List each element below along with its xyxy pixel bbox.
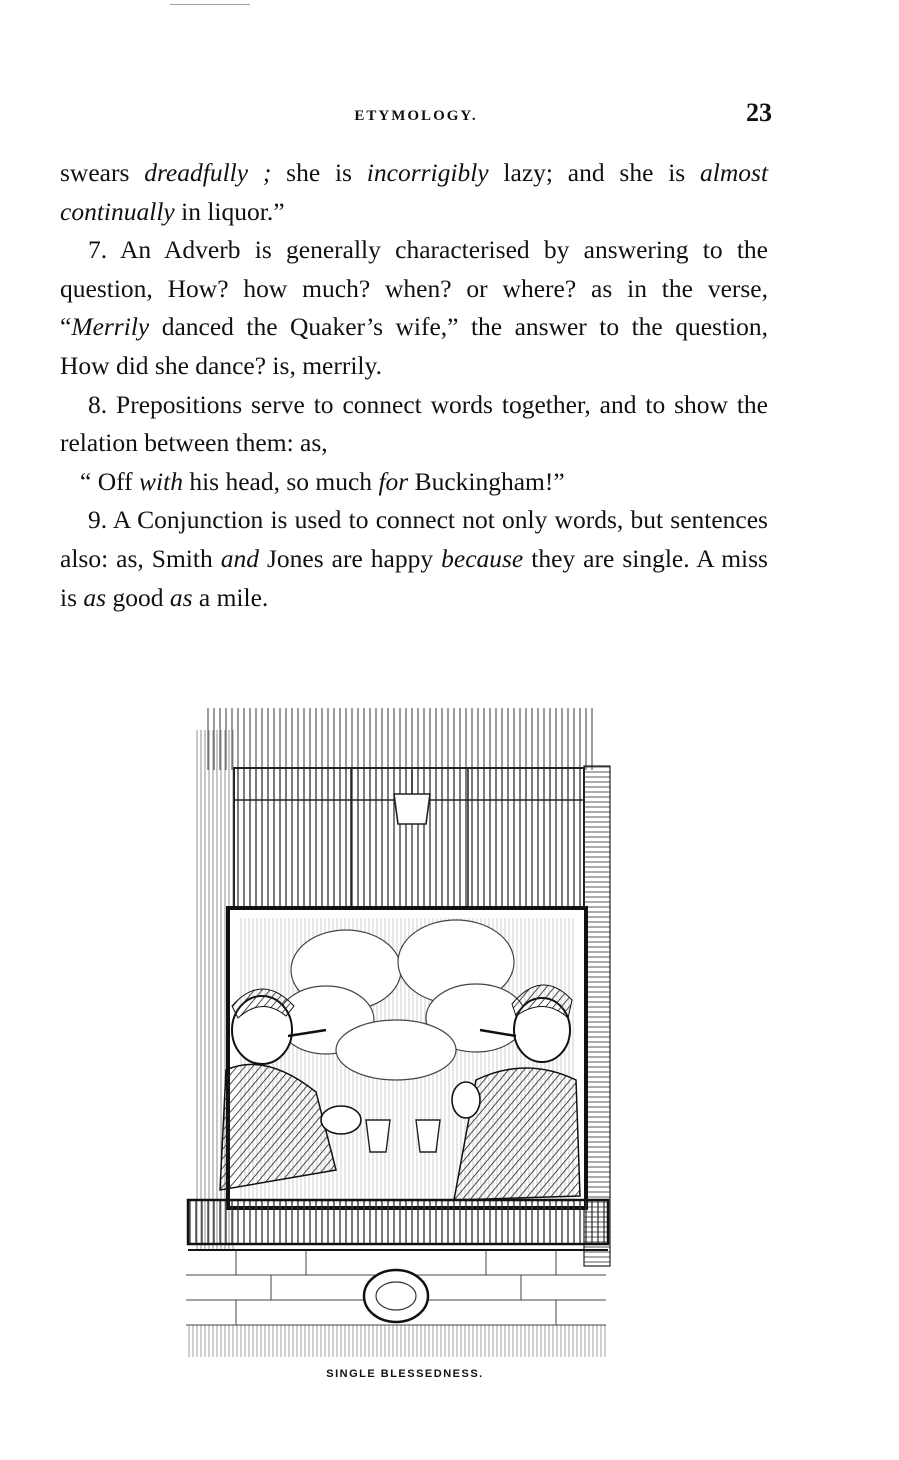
paragraph-adverb bbox=[60, 231, 768, 385]
text-run: a mile. bbox=[192, 582, 269, 612]
paragraph-prepositions bbox=[60, 386, 768, 463]
italic-run: almost continually bbox=[60, 158, 769, 226]
window-pelmet bbox=[234, 768, 584, 908]
paragraph-conjunction bbox=[60, 501, 768, 617]
italic-run: with bbox=[139, 466, 183, 496]
italic-run: Merrily bbox=[71, 312, 150, 342]
italic-run: as bbox=[83, 582, 107, 612]
page-number: 23 bbox=[746, 98, 772, 127]
quotation bbox=[60, 463, 768, 502]
italic-run: because bbox=[441, 543, 524, 573]
window-sill bbox=[188, 1200, 608, 1244]
text-run: “ Off bbox=[80, 466, 140, 496]
text-run: his head, so much bbox=[182, 466, 379, 496]
italic-run: and bbox=[220, 543, 259, 573]
text-run: lazy; and she is bbox=[488, 158, 701, 187]
italic-run: for bbox=[378, 466, 409, 496]
paragraph-continuation bbox=[60, 154, 768, 231]
top-rule bbox=[170, 4, 250, 5]
illustration-caption: SINGLE BLESSEDNESS. bbox=[326, 1368, 484, 1380]
italic-run: dreadfully ; bbox=[144, 158, 272, 187]
text-run: she is bbox=[271, 158, 367, 187]
body-text bbox=[60, 154, 768, 617]
engraving-illustration bbox=[176, 700, 616, 1360]
text-run: Jones are happy bbox=[258, 543, 442, 573]
text-run: swears bbox=[60, 158, 145, 187]
text-run: 9. A Conjunction is used to connect not only words, but sentences also: as, Smith bbox=[60, 505, 768, 573]
text-run: danced the Quaker’s wife,” the answer to the question, How did she dance? is, merrily. bbox=[60, 312, 768, 380]
wall-plaque bbox=[364, 1270, 428, 1322]
text-run: they are single. A miss is bbox=[60, 543, 768, 612]
text-run: 7. An Adverb is generally characterised by answering to the question, How? how much? when? or where? as in the verse, “ bbox=[60, 235, 768, 342]
italic-run: as bbox=[169, 582, 193, 612]
running-head: ETYMOLOGY. bbox=[354, 108, 478, 124]
page-header bbox=[60, 98, 772, 132]
text-run: 8. Prepositions serve to connect words together, and to show the relation between them: as, bbox=[60, 389, 768, 458]
text-run: Buckingham!” bbox=[408, 466, 565, 496]
upper-wall bbox=[206, 708, 596, 770]
text-run: good bbox=[106, 582, 170, 612]
italic-run: incorrigibly bbox=[366, 158, 489, 187]
text-run: in liquor.” bbox=[174, 196, 285, 226]
